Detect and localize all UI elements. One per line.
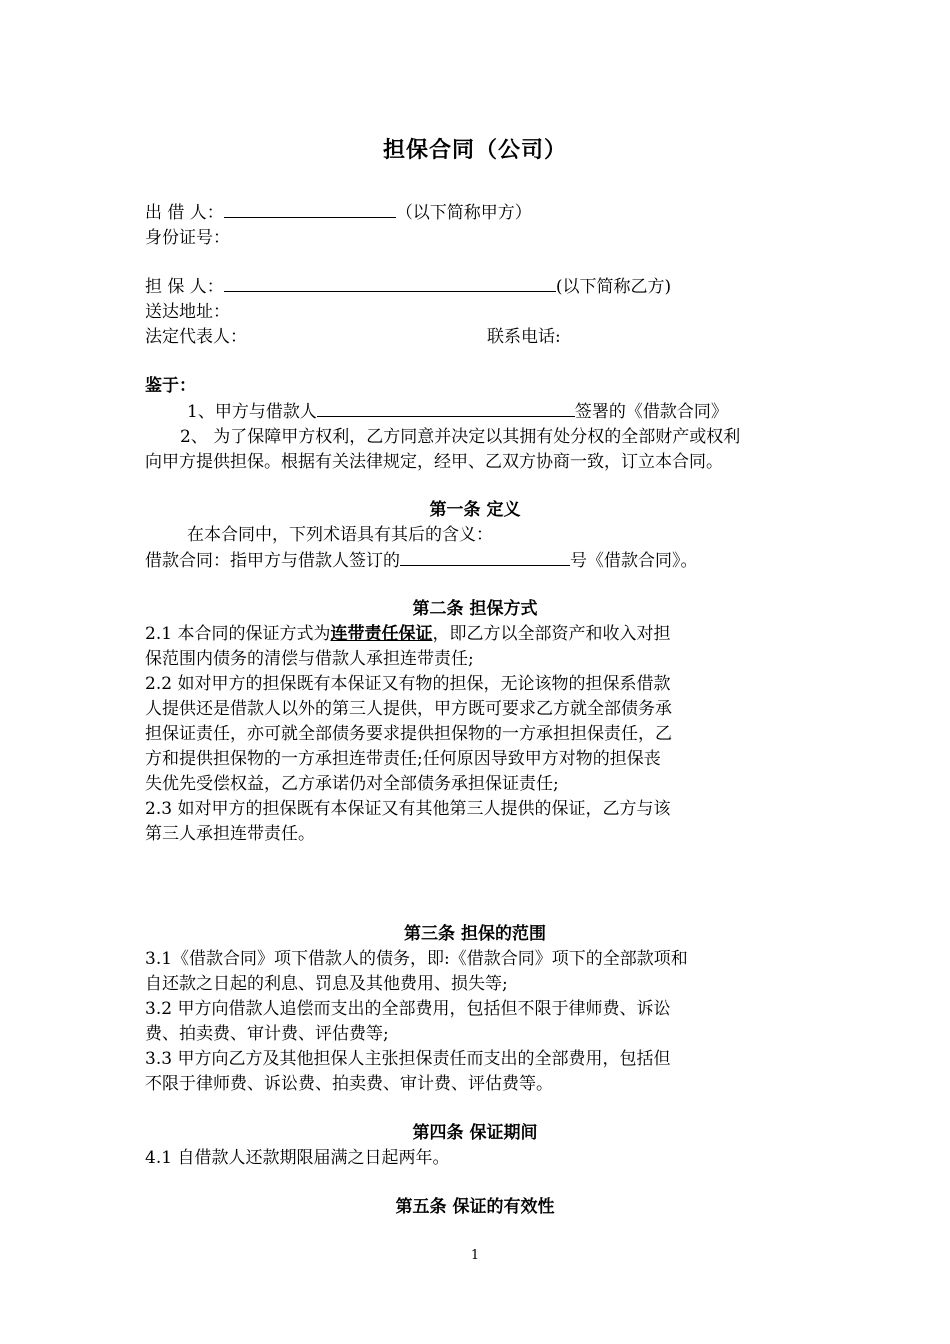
article-3-line1: 3.1《借款合同》项下借款人的债务，即:《借款合同》项下的全部款项和 — [145, 949, 688, 969]
article-2-line1-prefix: 2.1 本合同的保证方式为 — [145, 624, 331, 644]
article-1-heading: 第一条 定义 — [429, 500, 521, 520]
id-number-label: 身份证号： — [145, 228, 230, 248]
article-5-heading: 第五条 保证的有效性 — [395, 1197, 555, 1217]
article-1-line2 — [145, 548, 698, 573]
article-4-line1: 4.1 自借款人还款期限届满之日起两年。 — [145, 1148, 450, 1168]
article-2-line7: 失优先受偿权益，乙方承诺仍对全部债务承担保证责任; — [145, 774, 559, 794]
whereas-item-1-suffix: 签署的《借款合同》 — [574, 402, 728, 422]
lender-suffix: （以下简称甲方） — [395, 203, 532, 223]
address-label: 送达地址： — [145, 302, 230, 322]
article-3-line5: 3.3 甲方向乙方及其他担保人主张担保责任而支出的全部费用，包括但 — [145, 1049, 671, 1069]
article-3-line6: 不限于律师费、诉讼费、拍卖费、审计费、评估费等。 — [145, 1074, 553, 1094]
article-3-line4: 费、拍卖费、审计费、评估费等; — [145, 1024, 389, 1044]
lender-blank[interactable] — [224, 200, 396, 218]
article-2-line1 — [145, 622, 670, 646]
whereas-item-1-prefix: 1、甲方与借款人 — [187, 402, 317, 422]
contract-number-blank[interactable] — [400, 548, 570, 566]
whereas-item-1 — [187, 399, 728, 424]
article-2-line2: 保范围内债务的清偿与借款人承担连带责任; — [145, 649, 474, 669]
article-2-line9: 第三人承担连带责任。 — [145, 824, 315, 844]
article-2-line1-suffix: ，即乙方以全部资产和收入对担 — [432, 624, 671, 644]
article-1-line2-prefix: 借款合同：指甲方与借款人签订的 — [145, 551, 400, 571]
page-number: 1 — [470, 1248, 480, 1263]
article-2-line5: 担保证责任，亦可就全部债务要求提供担保物的一方承担担保责任，乙 — [145, 724, 672, 744]
lender-line — [145, 200, 532, 225]
joint-liability-emphasis: 连带责任保证 — [330, 624, 433, 644]
article-2-line4: 人提供还是借款人以外的第三人提供，甲方既可要求乙方就全部债务承 — [145, 699, 672, 719]
article-4-heading: 第四条 保证期间 — [412, 1123, 538, 1143]
lender-label: 出 借 人： — [145, 203, 224, 223]
article-2-line6: 方和提供担保物的一方承担连带责任;任何原因导致甲方对物的担保丧 — [145, 749, 661, 769]
legal-rep-label: 法定代表人： — [145, 327, 247, 347]
whereas-item-2-line2: 向甲方提供担保。根据有关法律规定，经甲、乙双方协商一致，订立本合同。 — [145, 452, 723, 472]
whereas-label: 鉴于： — [145, 376, 196, 396]
article-2-line8: 2.3 如对甲方的担保既有本保证又有其他第三人提供的保证，乙方与该 — [145, 799, 671, 819]
phone-label: 联系电话: — [487, 327, 561, 347]
article-3-line3: 3.2 甲方向借款人追偿而支出的全部费用，包括但不限于律师费、诉讼 — [145, 999, 671, 1019]
document-title: 担保合同（公司） — [382, 137, 567, 163]
guarantor-label: 担 保 人： — [145, 277, 224, 297]
article-1-line2-suffix: 号《借款合同》。 — [570, 551, 698, 571]
whereas-item-2-line1: 2、 为了保障甲方权利，乙方同意并决定以其拥有处分权的全部财产或权利 — [180, 427, 741, 447]
article-3-heading: 第三条 担保的范围 — [404, 924, 546, 944]
guarantor-suffix: (以下简称乙方) — [555, 277, 672, 297]
article-1-line1: 在本合同中，下列术语具有其后的含义： — [187, 525, 493, 545]
article-3-line2: 自还款之日起的利息、罚息及其他费用、损失等; — [145, 974, 508, 994]
borrower-blank[interactable] — [317, 399, 575, 417]
guarantor-line — [145, 274, 671, 299]
article-2-heading: 第二条 担保方式 — [412, 599, 538, 619]
guarantor-blank[interactable] — [224, 274, 556, 292]
article-2-line3: 2.2 如对甲方的担保既有本保证又有物的担保，无论该物的担保系借款 — [145, 674, 671, 694]
